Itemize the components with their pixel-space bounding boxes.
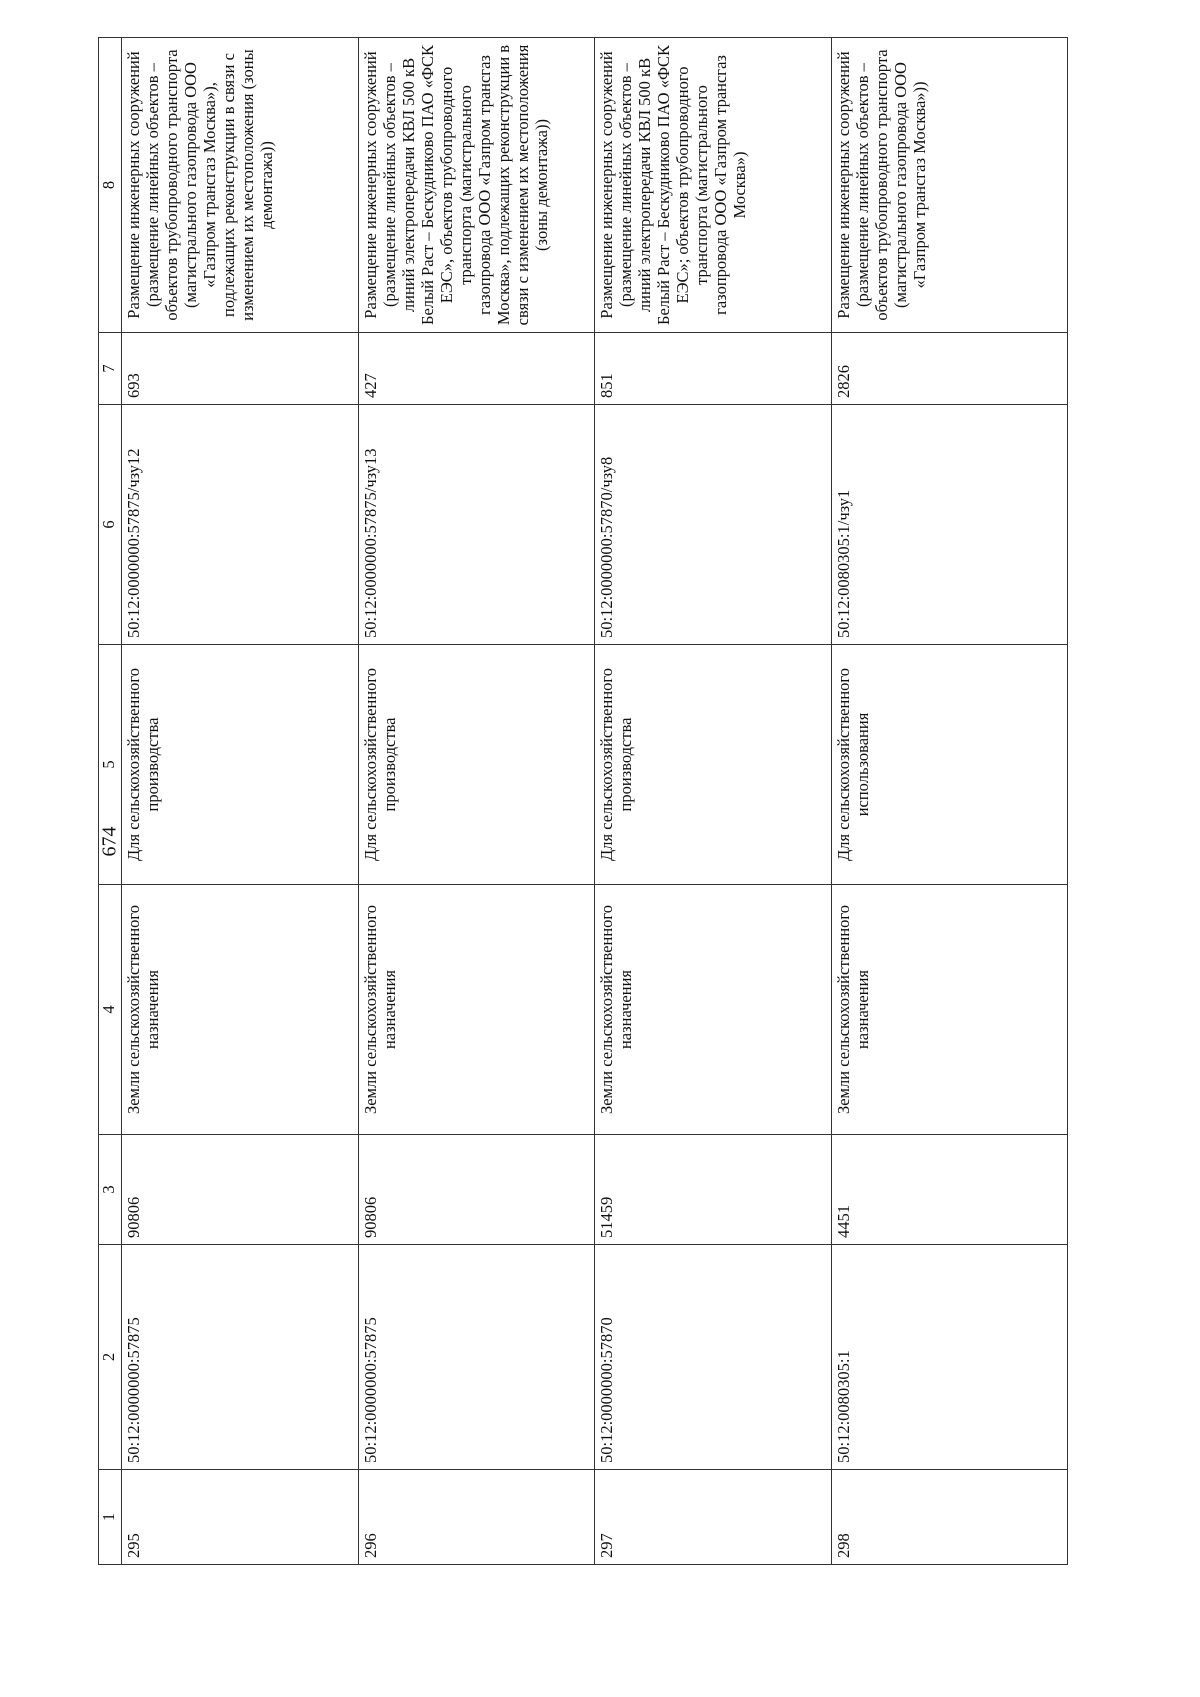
row-number-cell: 295 bbox=[122, 1470, 359, 1565]
part-area-cell: 693 bbox=[122, 333, 359, 405]
page-number: 674 bbox=[98, 826, 121, 857]
area-cell: 90806 bbox=[122, 1135, 359, 1245]
land-category-cell: Земли сельскохозяйственного назначения bbox=[595, 885, 832, 1135]
row-number-cell: 297 bbox=[595, 1470, 832, 1565]
column-header: 7 bbox=[99, 333, 122, 405]
cadastral-number-cell: 50:12:0000000:57870 bbox=[595, 1245, 832, 1470]
permitted-use-cell: Для сельскохозяйственного производства bbox=[122, 645, 359, 885]
land-category-cell: Земли сельскохозяйственного назначения bbox=[122, 885, 359, 1135]
column-number-header-row bbox=[99, 38, 122, 1565]
part-cadastral-cell: 50:12:0000000:57870/чзу8 bbox=[595, 405, 832, 645]
land-category-cell: Земли сельскохозяйственного назначения bbox=[358, 885, 595, 1135]
cadastral-number-cell: 50:12:0000000:57875 bbox=[122, 1245, 359, 1470]
part-area-cell: 2826 bbox=[831, 333, 1068, 405]
permitted-use-cell: Для сельскохозяйственного использования bbox=[831, 645, 1068, 885]
part-cadastral-cell: 50:12:0080305:1/чзу1 bbox=[831, 405, 1068, 645]
part-area-cell: 427 bbox=[358, 333, 595, 405]
cadastral-number-cell: 50:12:0080305:1 bbox=[831, 1245, 1068, 1470]
permitted-use-cell: Для сельскохозяйственного производства bbox=[595, 645, 832, 885]
purpose-cell: Размещение инженерных сооружений (размещение линейных объектов – линий электропередачи КВЛ 500 кВ Белый Раст – Бескудниково ПАО «ФСК ЕЭС»; объектов трубопроводного транспорта (магистрального газопровода ООО «Газпром трансгаз Москва») bbox=[595, 38, 832, 333]
permitted-use-cell: Для сельскохозяйственного производства bbox=[358, 645, 595, 885]
part-area-cell: 851 bbox=[595, 333, 832, 405]
cadastral-number-cell: 50:12:0000000:57875 bbox=[358, 1245, 595, 1470]
column-header: 2 bbox=[99, 1245, 122, 1470]
column-header: 8 bbox=[99, 38, 122, 333]
table-row bbox=[122, 38, 359, 1565]
column-header: 3 bbox=[99, 1135, 122, 1245]
table-row bbox=[358, 38, 595, 1565]
column-header: 1 bbox=[99, 1470, 122, 1565]
area-cell: 51459 bbox=[595, 1135, 832, 1245]
area-cell: 4451 bbox=[831, 1135, 1068, 1245]
purpose-cell: Размещение инженерных сооружений (размещение линейных объектов – объектов трубопроводного транспорта (магистрального газопровода ООО «Газпром трансгаз Москва»)) bbox=[831, 38, 1068, 333]
column-header: 6 bbox=[99, 405, 122, 645]
table-row bbox=[831, 38, 1068, 1565]
purpose-cell: Размещение инженерных сооружений (размещение линейных объектов – объектов трубопроводного транспорта (магистрального газопровода ООО «Газпром трансгаз Москва»), подлежащих реконструкции в связи с изменением их местоположения (зоны демонтажа)) bbox=[122, 38, 359, 333]
land-category-cell: Земли сельскохозяйственного назначения bbox=[831, 885, 1068, 1135]
purpose-cell: Размещение инженерных сооружений (размещение линейных объектов – линий электропередачи КВЛ 500 кВ Белый Раст – Бескудниково ПАО «ФСК ЕЭС», объектов трубопроводного транспорта (магистрального газопровода ООО «Газпром трансгаз Москва», подлежащих реконструкции в связи с изменением их местоположения (зоны демонтажа)) bbox=[358, 38, 595, 333]
part-cadastral-cell: 50:12:0000000:57875/чзу13 bbox=[358, 405, 595, 645]
area-cell: 90806 bbox=[358, 1135, 595, 1245]
column-header: 5 bbox=[99, 645, 122, 885]
part-cadastral-cell: 50:12:0000000:57875/чзу12 bbox=[122, 405, 359, 645]
row-number-cell: 296 bbox=[358, 1470, 595, 1565]
land-plot-registry-table bbox=[98, 37, 1068, 1565]
row-number-cell: 298 bbox=[831, 1470, 1068, 1565]
rotated-page-content bbox=[98, 38, 1068, 1565]
table-row bbox=[595, 38, 832, 1565]
column-header: 4 bbox=[99, 885, 122, 1135]
